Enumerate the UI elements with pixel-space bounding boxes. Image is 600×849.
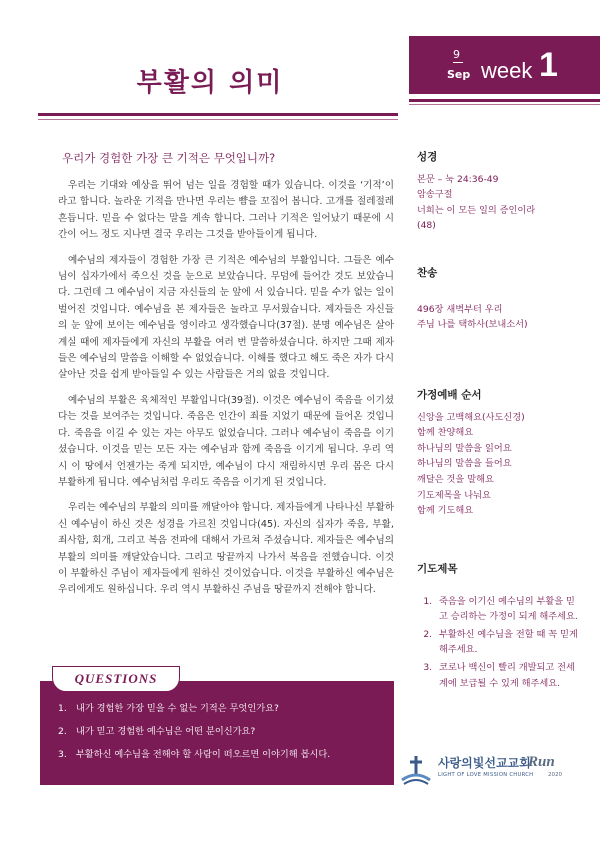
paragraph: 예수님의 제자들이 경험한 가장 큰 기적은 예수님의 부활입니다. 그들은 예수님이 십자가에서 죽으신 것을 눈으로 보았습니다. 무덤에 들어간 것도 보았습니다. 그런데 그 예수님이 지금 자신들의 눈 앞에 서 있습니다. 믿을 수가 없는 일이 벌어진 것입니다. 예수님을 본 제자들은 놀라고 무서웠습니다. 제자들은 자신들의 눈 앞에 보이는 예수님을 영이라고 생각했습니다(37절). 분명 예수님은 살아계실 때에 제자들에게 자신의 부활을 여러 번 말씀하셨습니다. 하지만 그때 제자들은 예수님의 말씀을 이해할 수 없었습니다. 이해를 했다고 해도 죽은 자가 다시 살아난 것을 쉽게 받아들일 수 있는 사람들은 거의 없을 것입니다. <box>58 254 394 381</box>
prayer-list <box>417 594 582 692</box>
prayer-section <box>417 562 582 693</box>
prayer-heading: 기도제목 <box>417 563 458 575</box>
title-divider-thin <box>38 119 398 120</box>
scripture-section <box>417 150 582 234</box>
paragraph: 예수님의 부활은 육체적인 부활입니다(39절). 이것은 예수님이 죽음을 이기셨다는 것을 보여주는 것입니다. 죽음은 인간이 죄를 지었기 때문에 들어온 것입니다. 죽음을 이길 수 있는 자는 아무도 없었습니다. 그러나 예수님이 죽음을 이기셨습니다. 이것을 믿는 모든 자는 예수님과 함께 죽음을 이기게 됩니다. 우리 역시 이 땅에서 언젠가는 죽게 되지만, 예수님이 다시 재림하시면 우리 몸은 다시 부활하게 됩니다. 예수님처럼 우리도 죽음을 이기게 된 것입니다. <box>58 394 394 488</box>
question-text: 부활하신 예수님을 전해야 할 사람이 떠오르면 이야기해 봅시다. <box>76 749 331 760</box>
week-badge <box>409 36 600 94</box>
church-mark-icon <box>400 754 432 786</box>
paragraph: 우리는 기대와 예상을 뛰어 넘는 일을 경험할 때가 있습니다. 이것을 ‘기적’이라고 합니다. 놀라운 기적을 만나면 우리는 뺨을 꼬집어 봅니다. 고개를 절레절레 흔듭니다. 믿을 수 없다는 말을 계속 합니다. 그러나 기적은 일어났기 때문에 시간이 어느 정도 지나면 결국 우리는 그것을 받아들이게 됩니다. <box>58 180 394 241</box>
worship-step: 깨달은 것을 말해요 <box>417 473 494 485</box>
week-day: 9 <box>453 48 460 61</box>
worship-step: 기도제목을 나눠요 <box>417 489 491 501</box>
title-divider <box>38 113 398 116</box>
scripture-line: 본문 – 눅 24:36-49 <box>417 173 499 185</box>
worship-heading: 가정예배 순서 <box>417 389 482 401</box>
question-text: 내가 믿고 경험한 예수님은 어떤 분이신가요? <box>76 726 256 737</box>
question-number: 1. <box>58 703 67 714</box>
hymn-line: 주님 나를 택하사(보내소서) <box>417 319 528 331</box>
question-text: 내가 경험한 가장 믿을 수 없는 기적은 무엇인가요? <box>76 703 279 714</box>
page-title: 부활의 의미 <box>136 68 284 98</box>
church-logo <box>398 752 598 792</box>
questions-tab <box>52 666 180 692</box>
prayer-item: 1. 죽음을 이기신 예수님의 부활을 믿고 승리하는 가정이 되게 해주세요. <box>435 594 582 625</box>
question-number: 3. <box>58 749 67 760</box>
worship-step: 하나님의 말씀을 읽어요 <box>417 442 512 454</box>
hymn-section <box>417 266 582 333</box>
question-item <box>58 720 388 743</box>
date-divider <box>453 62 463 63</box>
sidebar-divider-thin <box>409 104 600 105</box>
scripture-line: (48) <box>417 220 436 232</box>
hymn-line: 496장 새벽부터 우리 <box>417 303 503 315</box>
question-number: 2. <box>58 726 67 737</box>
church-name-english: LIGHT OF LOVE MISSION CHURCH <box>438 772 534 778</box>
run-year: 2020 <box>548 772 562 778</box>
church-name: 사랑의빛선교교회 <box>438 756 531 770</box>
worship-step: 하나님의 말씀을 들어요 <box>417 458 512 470</box>
question-item <box>58 697 388 720</box>
week-label: week <box>481 58 533 83</box>
worship-step: 함께 기도해요 <box>417 505 474 517</box>
hymn-heading: 찬송 <box>417 267 438 279</box>
worship-order-section <box>417 388 582 519</box>
worship-step: 함께 찬양해요 <box>417 427 474 439</box>
scripture-line: 암송구절 <box>417 189 453 201</box>
scripture-heading: 성경 <box>417 151 438 163</box>
article-body <box>58 178 394 608</box>
questions-list <box>58 697 388 766</box>
week-month: Sep <box>447 68 471 81</box>
sidebar-divider <box>409 99 600 102</box>
prayer-item: 3. 코로나 백신이 빨리 개발되고 전세계에 보급될 수 있게 해주세요. <box>435 660 582 691</box>
questions-label: QUESTIONS <box>74 671 158 686</box>
question-item <box>58 743 388 766</box>
prayer-item: 2. 부활하신 예수님을 전할 때 꼭 믿게 해주세요. <box>435 627 582 658</box>
paragraph: 우리는 예수님의 부활의 의미를 깨달아야 합니다. 제자들에게 나타나신 부활하신 예수님이 하신 것은 성경을 가르친 것입니다(45). 자신의 십자가 죽음, 부활, 죄사함, 회개, 그리고 복음 전파에 대해서 가르쳐 주셨습니다. 제자들은 예수님의 부활의 의미를 깨달았습니다. 그리고 땅끝까지 나가서 복음을 전했습니다. 이것이 부활하신 주님이 제자들에게 원하신 것이었습니다. 이것을 부활하신 예수님은 우리에게도 원하십니다. 우리 역시 부활하신 주님을 땅끝까지 전해야 합니다. <box>58 502 394 596</box>
run-logo-text: Run <box>528 754 555 770</box>
lead-question: 우리가 경험한 가장 큰 기적은 무엇입니까? <box>62 151 276 165</box>
scripture-line: 너희는 이 모든 일의 증인이라 <box>417 204 536 216</box>
worship-step: 신앙을 고백해요(사도신경) <box>417 411 525 423</box>
week-number: 1 <box>539 46 558 84</box>
